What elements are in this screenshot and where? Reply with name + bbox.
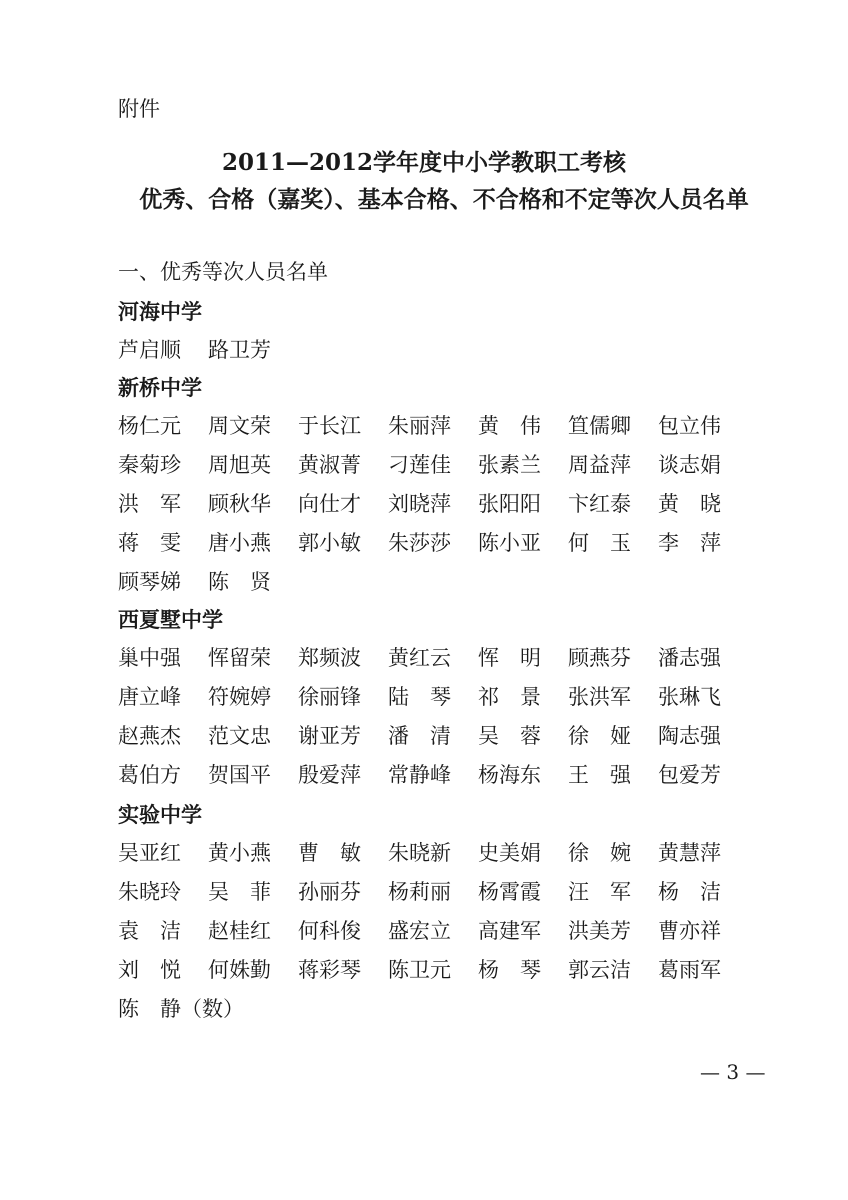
person-name: 祁 景 — [478, 685, 541, 709]
school-block-hehai — [118, 294, 758, 370]
person-name: 黄小燕 — [208, 841, 271, 865]
person-name: 蒋 雯 — [118, 531, 181, 555]
person-name: 张琳飞 — [658, 685, 721, 709]
name-row — [118, 990, 758, 1029]
person-name: 张素兰 — [478, 453, 541, 477]
person-name: 包爱芳 — [658, 763, 721, 787]
person-name: 史美娟 — [478, 841, 541, 865]
person-name: 周益萍 — [568, 453, 631, 477]
person-name: 陈卫元 — [388, 958, 451, 982]
person-name: 陈 贤 — [208, 570, 271, 594]
person-name: 顾秋华 — [208, 492, 271, 516]
person-name: 恽留荣 — [208, 646, 271, 670]
person-name: 吴亚红 — [118, 841, 181, 865]
person-name: 葛伯方 — [118, 763, 181, 787]
person-name: 顾燕芬 — [568, 646, 631, 670]
name-row — [118, 951, 758, 990]
person-name: 郑频波 — [298, 646, 361, 670]
document-title-line-1: 2011—2012学年度中小学教职工考核 — [221, 149, 627, 176]
person-name: 王 强 — [568, 763, 631, 787]
name-row — [118, 407, 758, 446]
person-name: 郭小敏 — [298, 531, 361, 555]
person-name: 朱晓玲 — [118, 880, 181, 904]
name-row — [118, 524, 758, 563]
person-name: 黄淑菁 — [298, 453, 361, 477]
school-name: 河海中学 — [118, 300, 202, 324]
person-name: 朱晓新 — [388, 841, 451, 865]
person-name: 秦菊珍 — [118, 453, 181, 477]
person-name: 周文荣 — [208, 414, 271, 438]
person-name: 顾琴娣 — [118, 570, 181, 594]
person-name: 唐立峰 — [118, 685, 181, 709]
school-block-xinqiao — [118, 370, 758, 602]
person-name: 朱丽萍 — [388, 414, 451, 438]
person-name: 赵桂红 — [208, 919, 271, 943]
school-name: 新桥中学 — [118, 376, 202, 400]
person-name: 刘 悦 — [118, 958, 181, 982]
person-name: 曹亦祥 — [658, 919, 721, 943]
person-name: 袁 洁 — [118, 919, 181, 943]
person-name: 杨 琴 — [478, 958, 541, 982]
name-row — [118, 639, 758, 678]
person-name: 黄慧萍 — [658, 841, 721, 865]
person-name: 黄 伟 — [478, 414, 541, 438]
name-row — [118, 678, 758, 717]
person-name: 陶志强 — [658, 724, 721, 748]
person-name: 曹 敏 — [298, 841, 361, 865]
person-name: 杨霄霞 — [478, 880, 541, 904]
person-name: 徐 娅 — [568, 724, 631, 748]
person-name: 汪 军 — [568, 880, 631, 904]
person-name: 朱莎莎 — [388, 531, 451, 555]
attachment-label: 附件 — [118, 97, 160, 121]
name-row — [118, 331, 758, 370]
person-name: 芦启顺 — [118, 338, 181, 362]
person-name: 陈 静（数） — [118, 997, 244, 1021]
person-name: 谈志娟 — [658, 453, 721, 477]
person-name: 徐 婉 — [568, 841, 631, 865]
person-name: 杨仁元 — [118, 414, 181, 438]
person-name: 范文忠 — [208, 724, 271, 748]
person-name: 黄 晓 — [658, 492, 721, 516]
person-name: 周旭英 — [208, 453, 271, 477]
person-name: 蒋彩琴 — [298, 958, 361, 982]
name-row — [118, 912, 758, 951]
page-number: — 3 — — [700, 1060, 766, 1084]
name-row — [118, 756, 758, 795]
name-row — [118, 485, 758, 524]
person-name: 黄红云 — [388, 646, 451, 670]
person-name: 赵燕杰 — [118, 724, 181, 748]
person-name: 刘晓萍 — [388, 492, 451, 516]
person-name: 笪儒卿 — [568, 414, 631, 438]
name-row — [118, 717, 758, 756]
name-row — [118, 446, 758, 485]
person-name: 卞红泰 — [568, 492, 631, 516]
person-name: 李 萍 — [658, 531, 721, 555]
name-row — [118, 834, 758, 873]
person-name: 潘志强 — [658, 646, 721, 670]
person-name: 向仕才 — [298, 492, 361, 516]
person-name: 孙丽芬 — [298, 880, 361, 904]
person-name: 杨海东 — [478, 763, 541, 787]
person-name: 何姝勤 — [208, 958, 271, 982]
person-name: 恽 明 — [478, 646, 541, 670]
person-name: 常静峰 — [388, 763, 451, 787]
person-name: 唐小燕 — [208, 531, 271, 555]
person-name: 刁莲佳 — [388, 453, 451, 477]
person-name: 符婉婷 — [208, 685, 271, 709]
person-name: 路卫芳 — [208, 338, 271, 362]
person-name: 何科俊 — [298, 919, 361, 943]
person-name: 谢亚芳 — [298, 724, 361, 748]
person-name: 于长江 — [298, 414, 361, 438]
person-name: 张阳阳 — [478, 492, 541, 516]
document-title-line-2: 优秀、合格（嘉奖）、基本合格、不合格和不定等次人员名单 — [139, 186, 749, 213]
section-heading: 一、优秀等次人员名单 — [118, 260, 328, 284]
name-row — [118, 873, 758, 912]
person-name: 盛宏立 — [388, 919, 451, 943]
person-name: 洪 军 — [118, 492, 181, 516]
person-name: 何 玉 — [568, 531, 631, 555]
school-block-xixiashu — [118, 602, 758, 795]
person-name: 郭云洁 — [568, 958, 631, 982]
person-name: 张洪军 — [568, 685, 631, 709]
school-block-shiyan — [118, 797, 758, 1029]
name-row — [118, 563, 758, 602]
person-name: 葛雨军 — [658, 958, 721, 982]
person-name: 徐丽锋 — [298, 685, 361, 709]
person-name: 杨 洁 — [658, 880, 721, 904]
person-name: 杨莉丽 — [388, 880, 451, 904]
person-name: 吴 蓉 — [478, 724, 541, 748]
person-name: 陆 琴 — [388, 685, 451, 709]
person-name: 巢中强 — [118, 646, 181, 670]
person-name: 殷爱萍 — [298, 763, 361, 787]
school-name: 西夏墅中学 — [118, 608, 223, 632]
person-name: 潘 清 — [388, 724, 451, 748]
person-name: 洪美芳 — [568, 919, 631, 943]
school-name: 实验中学 — [118, 803, 202, 827]
person-name: 贺国平 — [208, 763, 271, 787]
person-name: 陈小亚 — [478, 531, 541, 555]
person-name: 高建军 — [478, 919, 541, 943]
person-name: 吴 菲 — [208, 880, 271, 904]
person-name: 包立伟 — [658, 414, 721, 438]
